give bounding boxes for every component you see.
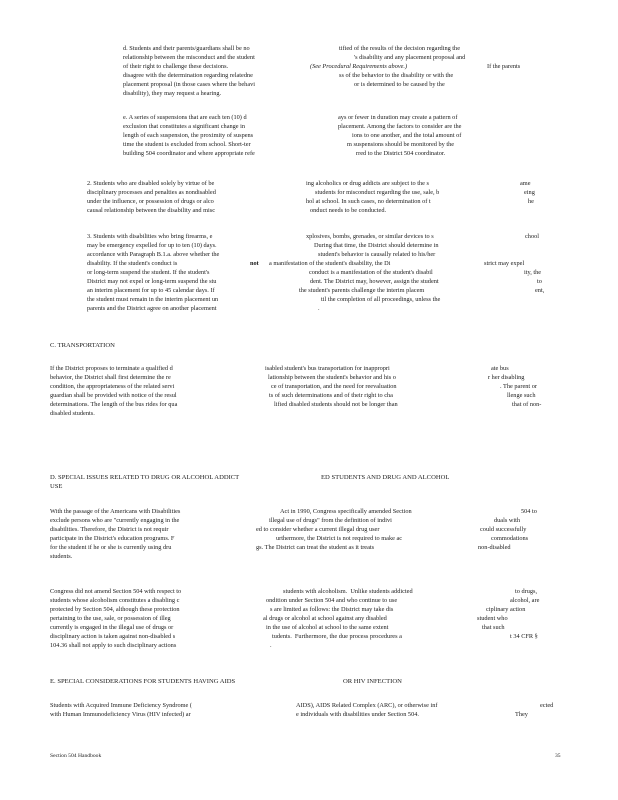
text-line: 3. Students with disabilities who bring firearms, e xyxy=(87,233,213,240)
text-line: . The parent or xyxy=(500,383,537,390)
text-line: participate in the District's education programs. F xyxy=(50,535,175,542)
text-line: AIDS), AIDS Related Complex (ARC), or otherwise inf xyxy=(296,702,438,709)
text-line: disciplinary action is taken against non-disabled s xyxy=(50,633,176,640)
text-line: lationship between the student's behavior and his o xyxy=(268,374,396,381)
text-line: If the District proposes to terminate a qualified d xyxy=(50,365,173,372)
text-line: disciplinary processes and penalties as nondisabled xyxy=(87,189,216,196)
text-line: ity, the xyxy=(524,269,542,276)
text-line: ected xyxy=(540,702,554,709)
text-line: urthermore, the District is not required to make ac xyxy=(276,535,403,542)
text-line: guardian shall be provided with notice of the resul xyxy=(50,392,177,399)
page-number: 35 xyxy=(555,753,561,759)
text-line: til the completion of all proceedings, unless the xyxy=(321,296,441,303)
text-line: Students with Acquired Immune Deficiency Syndrome ( xyxy=(50,702,192,709)
text-line: ions to one another, and the total amount of xyxy=(352,132,462,139)
section-heading: ED STUDENTS AND DRUG AND ALCOHOL xyxy=(321,474,450,481)
emphasis-word: not xyxy=(250,260,259,267)
text-line: behavior, the District shall first determine the re xyxy=(50,374,171,381)
text-line: ays or fewer in duration may create a pattern of xyxy=(338,114,458,121)
text-line: ate bus xyxy=(491,365,509,372)
text-line: 's disability and any placement proposal and xyxy=(354,54,466,61)
text-line: placement proposal (in those cases where the behavi xyxy=(123,81,256,88)
text-line: e. A series of suspensions that are each ten (10) d xyxy=(123,114,247,121)
text-line: District may not expel or long-term suspend the stu xyxy=(87,278,217,285)
text-line: t 34 CFR § xyxy=(510,633,538,640)
text-line: to xyxy=(537,278,542,285)
text-line: r her disabling xyxy=(488,374,525,381)
text-line: strict may expel xyxy=(484,260,525,267)
text-line: s are limited as follows: the District may take dis xyxy=(270,606,394,613)
text-line: llenge such xyxy=(507,392,536,399)
text-line: . xyxy=(270,642,272,649)
text-line: hol at school. In such cases, no determination of t xyxy=(306,198,431,205)
text-line: disagree with the determination regarding relatedne xyxy=(123,72,253,79)
text-line: al drugs or alcohol at school against any disabled xyxy=(263,615,387,622)
text-line: to drugs, xyxy=(515,588,538,595)
text-line: With the passage of the Americans with Disabilities xyxy=(50,508,181,515)
footer-title: Section 504 Handbook xyxy=(50,753,102,759)
text-line: ce of transportation, and the need for reevaluation xyxy=(271,383,397,390)
text-line: student who xyxy=(477,615,508,622)
text-line: m suspensions should be monitored by the xyxy=(347,141,455,148)
text-line: lified disabled students should not be longer than xyxy=(274,401,398,408)
text-line: that of non- xyxy=(512,401,542,408)
text-line: with Human Immunodeficiency Virus (HIV infected) ar xyxy=(50,711,191,718)
text-line: in the use of alcohol at school to the same extent xyxy=(266,624,389,631)
text-line: ciplinary action xyxy=(486,606,526,613)
text-line: student's behavior is causally related to his/her xyxy=(318,251,436,258)
text-line: the student must remain in the interim placement un xyxy=(87,296,219,303)
text-line: a manifestation of the student's disability, the Di xyxy=(269,260,391,267)
text-line: parents and the District agree on another placement xyxy=(87,305,217,312)
text-line: accordance with Paragraph B.1.a. above whether the xyxy=(87,251,220,258)
text-line: e individuals with disabilities under Section 504. xyxy=(296,711,419,718)
section-heading: USE xyxy=(50,483,63,490)
text-line: non-disabled xyxy=(478,544,511,551)
text-line: tudents. Furthermore, the due process procedures a xyxy=(272,633,402,640)
text-line: They xyxy=(515,711,528,718)
text-line: disability), they may request a hearing. xyxy=(123,90,222,97)
text-line: that such xyxy=(482,624,505,631)
text-line: xplosives, bombs, grenades, or similar devices to s xyxy=(306,233,434,240)
text-line: disabilities. Therefore, the District is not requir xyxy=(50,526,169,533)
text-line: ing alcoholics or drug addicts are subject to the s xyxy=(306,180,429,187)
text-line: 2. Students who are disabled solely by virtue of be xyxy=(87,180,215,187)
text-line: placement. Among the factors to consider are the xyxy=(338,123,462,130)
text-line: an interim placement for up to 45 calendar days. If xyxy=(87,287,215,294)
text-line: may be emergency expelled for up to ten (10) days. xyxy=(87,242,217,249)
text-line: for the student if he or she is currently using dru xyxy=(50,544,172,551)
text-line: 504 to xyxy=(521,508,537,515)
text-line: duals with xyxy=(494,517,521,524)
text-line: onduct needs to be conducted. xyxy=(310,207,387,214)
text-line: he xyxy=(528,198,534,205)
text-line: protected by Section 504, although these protection xyxy=(50,606,180,613)
text-line: dent. The District may, however, assign the student xyxy=(310,278,439,285)
text-line: If the parents xyxy=(487,63,521,70)
text-line: currently is engaged in the illegal use of drugs or xyxy=(50,624,174,631)
text-line: exclusion that constitutes a significant change in xyxy=(123,123,246,130)
text-line: ent, xyxy=(535,287,545,294)
text-line: d. Students and their parents/guardians shall be no xyxy=(123,45,250,52)
text-line: ame xyxy=(520,180,531,187)
text-line: Congress did not amend Section 504 with respect to xyxy=(50,588,182,595)
text-line: tified of the results of the decision regarding the xyxy=(339,45,461,52)
text-line: students with alcoholism. Unlike students addicted xyxy=(283,588,413,595)
section-heading: OR HIV INFECTION xyxy=(343,678,402,685)
section-heading: E. SPECIAL CONSIDERATIONS FOR STUDENTS HAVING AIDS xyxy=(50,678,236,685)
text-line: disability. If the student's conduct is xyxy=(87,260,178,267)
text-line: illegal use of drugs" from the definition of indivi xyxy=(269,517,392,524)
text-line: ts of such determinations and of their right to cha xyxy=(269,392,393,399)
text-line: ondition under Section 504 and who continue to use xyxy=(266,597,398,604)
text-line: alcohol, are xyxy=(510,597,540,604)
text-line: During that time, the District should determine in xyxy=(314,242,439,249)
text-line: chool xyxy=(525,233,539,240)
text-line: exclude persons who are "currently engaging in the xyxy=(50,517,180,524)
text-line: determinations. The length of the bus rides for qua xyxy=(50,401,178,408)
section-heading: D. SPECIAL ISSUES RELATED TO DRUG OR ALCOHOL ADDICT xyxy=(50,474,240,481)
text-line: (See Procedural Requirements above.) xyxy=(310,63,408,70)
section-heading: C. TRANSPORTATION xyxy=(50,342,115,349)
text-line: students. xyxy=(50,553,73,560)
text-line: commodations xyxy=(491,535,529,542)
text-line: 104.36 shall not apply to such disciplinary actions xyxy=(50,642,177,649)
text-line: rred to the District 504 coordinator. xyxy=(356,150,446,157)
text-line: could successfully xyxy=(480,526,527,533)
text-line: or is determined to be caused by the xyxy=(354,81,445,88)
text-line: ss of the behavior to the disability or with the xyxy=(339,72,454,79)
text-line: the student's parents challenge the interim placem xyxy=(299,287,425,294)
text-line: of their right to challenge these decisions. xyxy=(123,63,229,70)
text-line: length of each suspension, the proximity of suspens xyxy=(123,132,254,139)
text-line: students for misconduct regarding the use, sale, b xyxy=(315,189,440,196)
text-line: Act in 1990, Congress specifically amended Section xyxy=(280,508,412,515)
text-line: ed to consider whether a current illegal drug user xyxy=(256,526,380,533)
text-line: . xyxy=(318,305,320,312)
text-line: eing xyxy=(524,189,535,196)
text-line: causal relationship between the disability and misc xyxy=(87,207,216,214)
text-line: relationship between the misconduct and the student xyxy=(123,54,255,61)
text-line: conduct is a manifestation of the student's disabil xyxy=(309,269,433,276)
text-line: pertaining to the use, sale, or possession of illeg xyxy=(50,615,171,622)
text-line: under the influence, or possession of drugs or alco xyxy=(87,198,214,205)
text-line: isabled student's bus transportation for inappropri xyxy=(265,365,390,372)
text-line: gs. The District can treat the student as it treats xyxy=(256,544,375,551)
text-line: students whose alcoholism constitutes a disabling c xyxy=(50,597,180,604)
text-line: time the student is excluded from school. Short-ter xyxy=(123,141,251,148)
text-line: or long-term suspend the student. If the student's xyxy=(87,269,210,276)
text-line: condition, the appropriateness of the related servi xyxy=(50,383,175,390)
text-line: building 504 coordinator and where appropriate refe xyxy=(123,150,255,157)
text-line: disabled students. xyxy=(50,410,95,417)
